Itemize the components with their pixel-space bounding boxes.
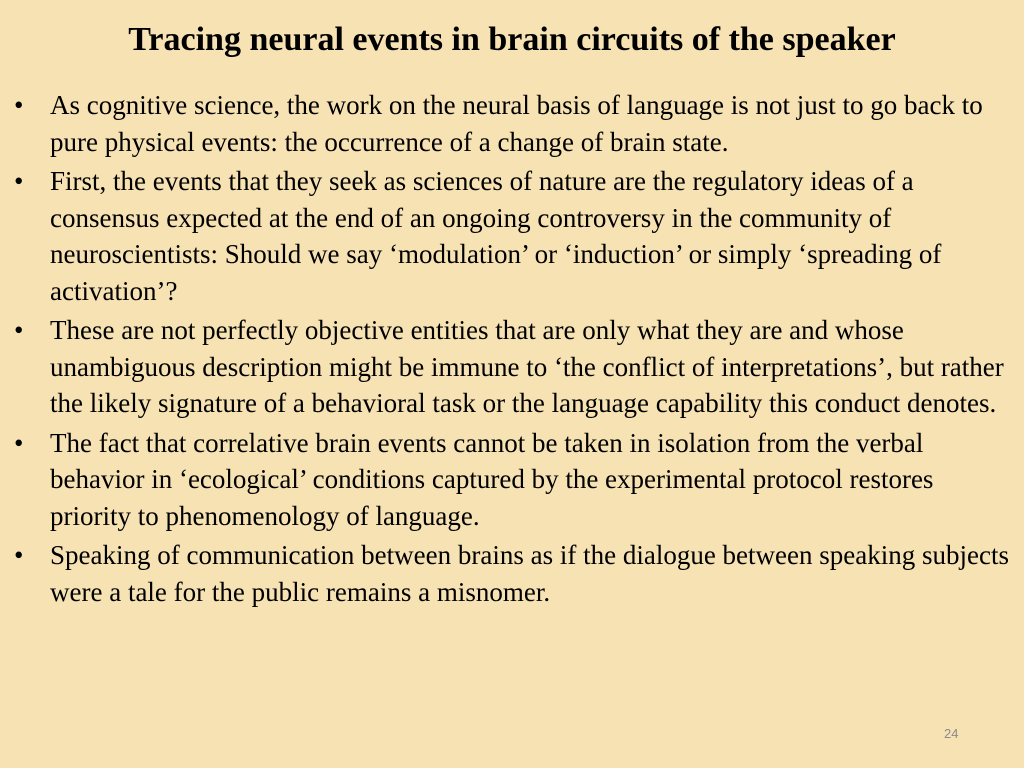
- bullet-item: [10, 537, 1020, 610]
- page-number: 24: [944, 726, 959, 741]
- bullet-text: These are not perfectly objective entities that are only what they are and whose unambiguous description might be immune to ‘the conflict of interpretations’, but rather the likely signature of a behavioral task or the language capability this conduct denotes.: [50, 315, 1004, 418]
- bullet-item: [10, 163, 1020, 309]
- bullet-dot-icon: •: [14, 540, 24, 570]
- bullet-text: As cognitive science, the work on the neural basis of language is not just to go back to pure physical events: the occurrence of a change of brain state.: [50, 90, 983, 157]
- bullet-item: [10, 87, 1020, 160]
- bullet-dot-icon: •: [14, 166, 24, 196]
- bullet-text: First, the events that they seek as sciences of nature are the regulatory ideas of a consensus expected at the end of an ongoing controversy in the community of neuroscientists: Should we say ‘modulation’ or ‘induction’ or simply ‘spreading of activation’?: [50, 166, 942, 306]
- bullet-item: [10, 425, 1020, 535]
- bullet-dot-icon: •: [14, 315, 24, 345]
- bullet-dot-icon: •: [14, 427, 24, 458]
- bullet-text: Speaking of communication between brains as if the dialogue between speaking subjects were a tale for the public remains a misnomer.: [50, 540, 1009, 607]
- bullet-item: [10, 312, 1020, 422]
- bullet-list: [10, 87, 1020, 613]
- bullet-text: The fact that correlative brain events cannot be taken in isolation from the verbal behavior in ‘ecological’ conditions captured by the experimental protocol restores priority to phenomenology of language.: [50, 427, 934, 531]
- slide-title: Tracing neural events in brain circuits of the speaker: [128, 21, 896, 58]
- bullet-dot-icon: •: [14, 90, 24, 120]
